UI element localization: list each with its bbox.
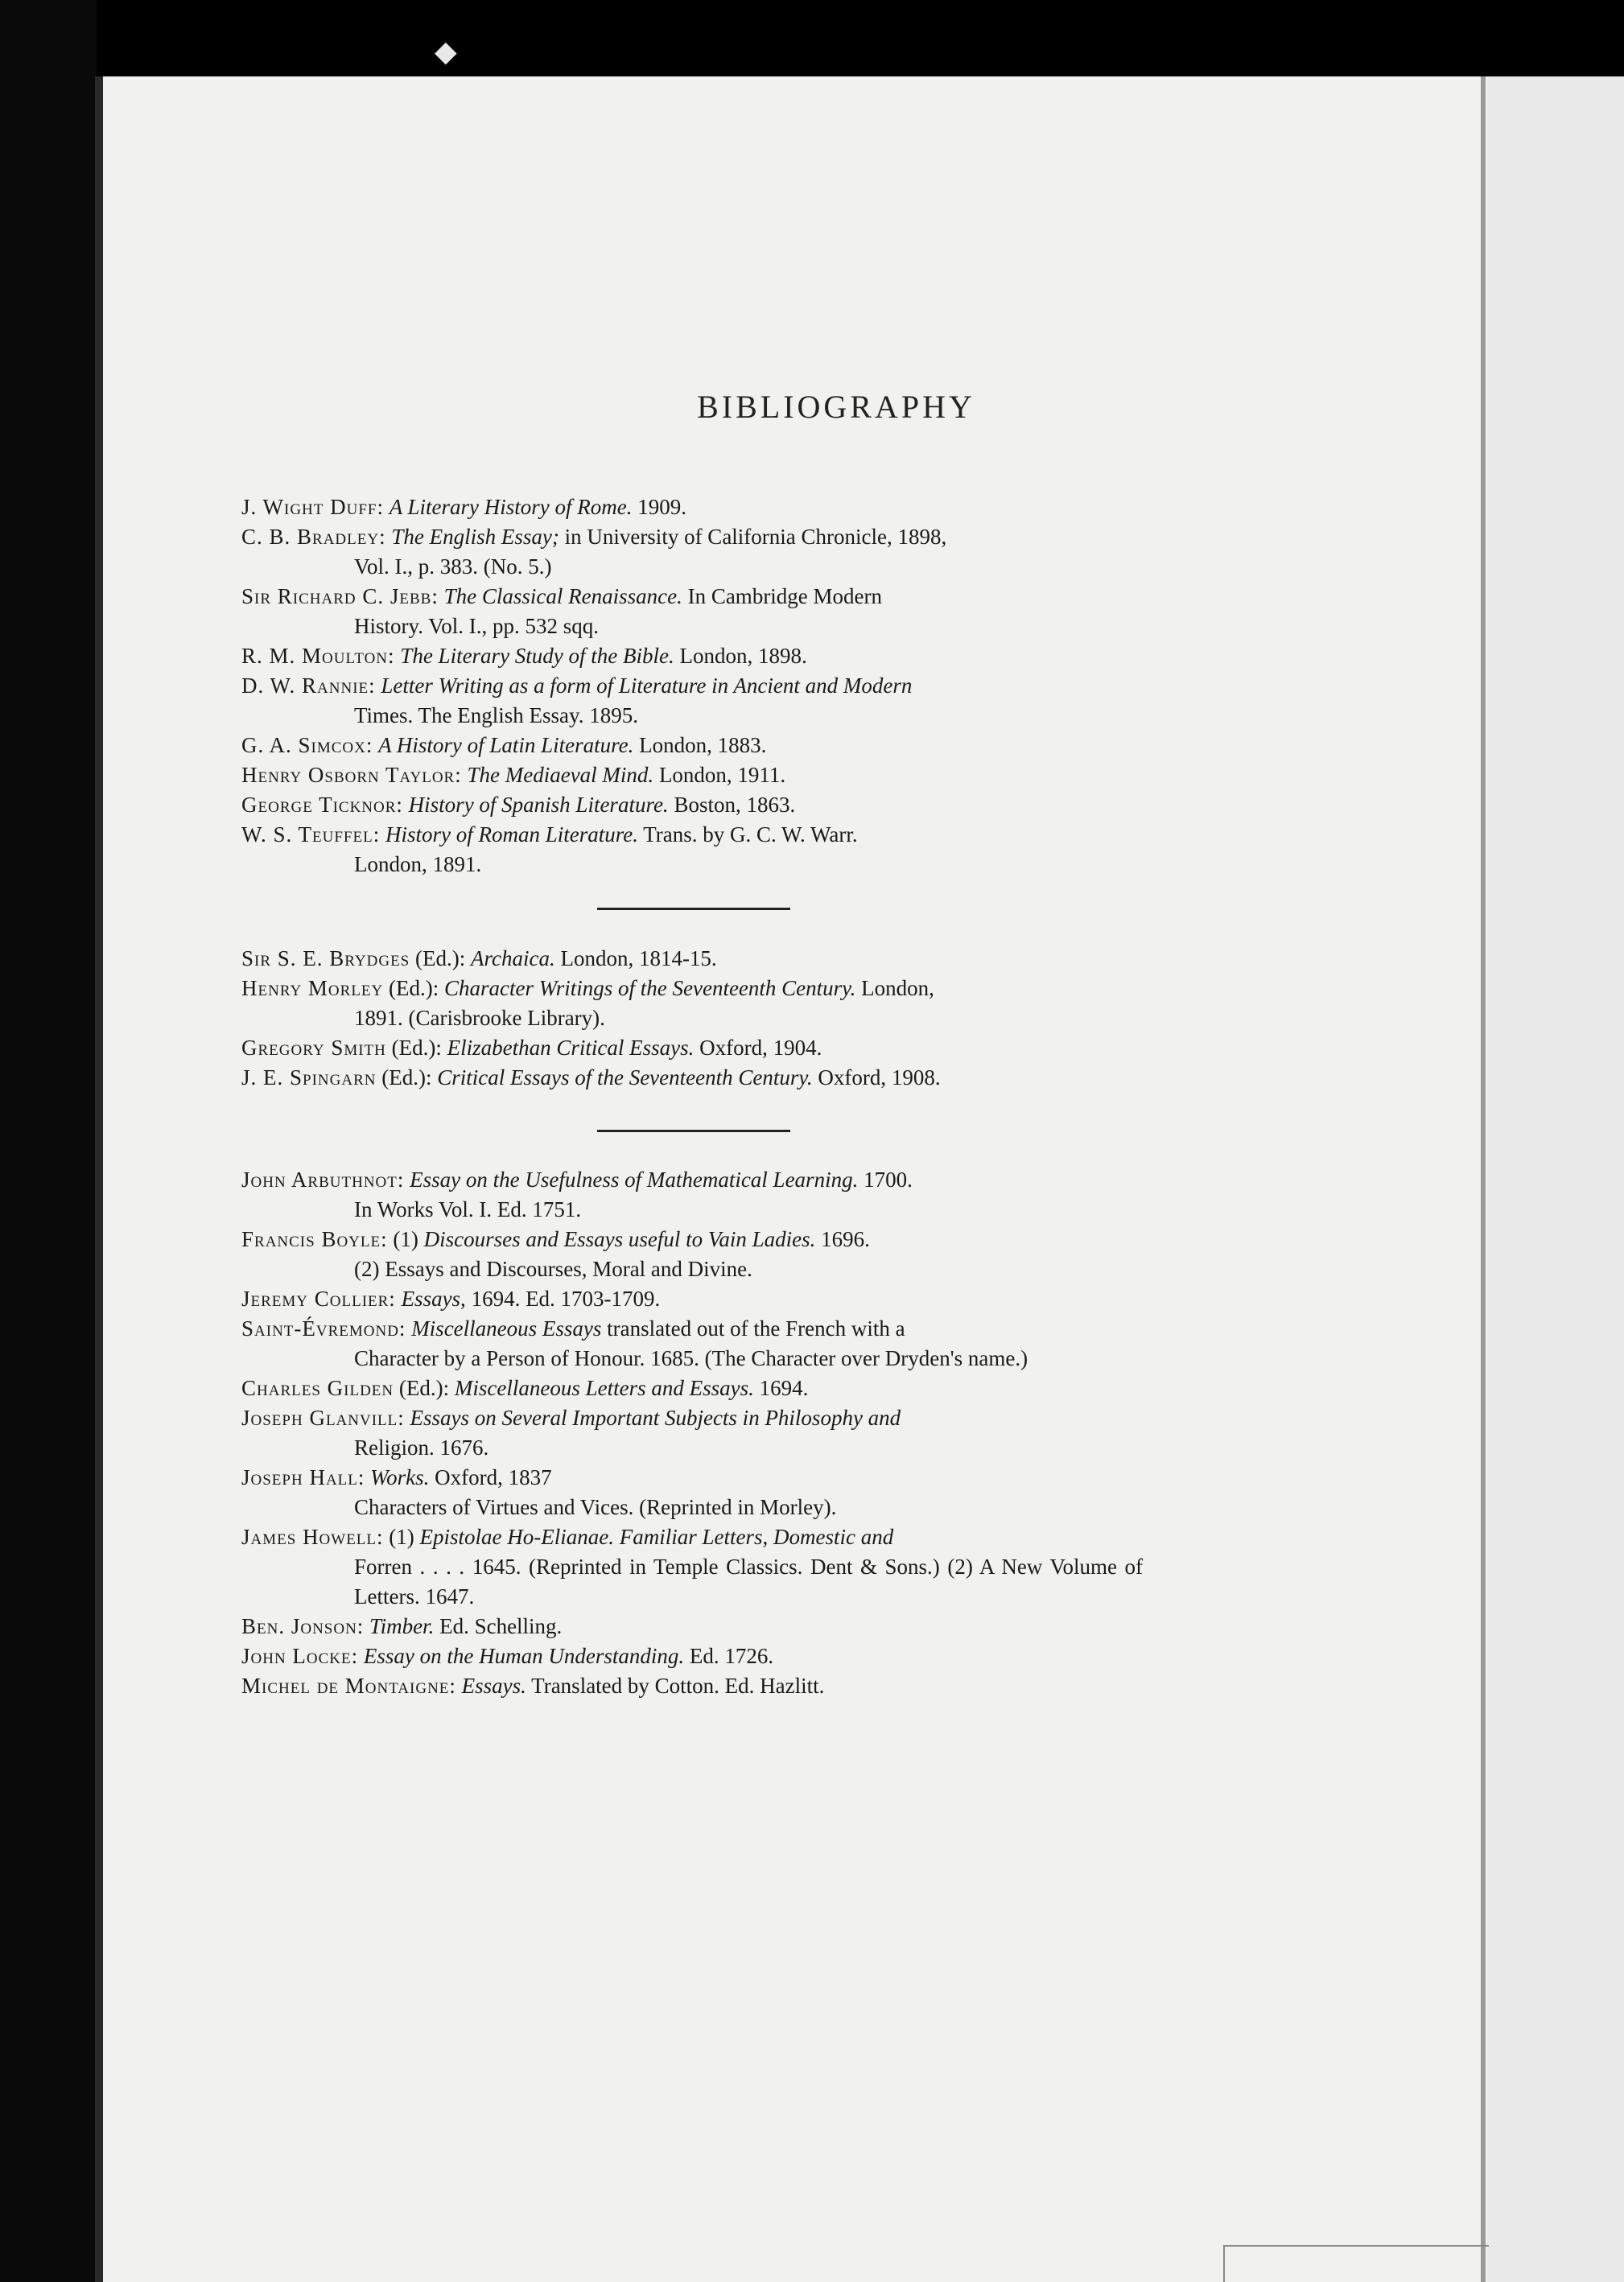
entry-prefix: (Ed.): <box>383 976 444 1000</box>
entry-work-title: The Classical Renaissance. <box>443 584 682 608</box>
entry-work-title: Miscellaneous Letters and Essays. <box>454 1376 754 1400</box>
entry-first-line <box>241 1612 1143 1641</box>
entry-first-line <box>241 1284 1143 1314</box>
entry-work-title: Essays. <box>461 1674 526 1698</box>
entry-prefix <box>403 793 409 817</box>
entry-first-line <box>241 671 1143 701</box>
entry-first-line <box>241 1463 1143 1493</box>
bibliography-entry <box>241 522 1143 582</box>
scan-marker: ◆ <box>435 35 457 68</box>
bibliography-entry <box>241 671 1143 731</box>
entry-author: James Howell: <box>241 1525 384 1549</box>
entry-details: London, 1898. <box>674 644 807 668</box>
page-corner-line-vertical <box>1223 2245 1225 2282</box>
entry-first-line <box>241 974 1143 1003</box>
entry-details: 1909. <box>632 495 686 519</box>
entry-author: George Ticknor: <box>241 793 403 817</box>
entry-first-line <box>241 1033 1143 1063</box>
bibliography-entry <box>241 1033 1143 1063</box>
bibliography-entry <box>241 1314 1143 1374</box>
entry-details: Boston, 1863. <box>668 793 796 817</box>
entry-work-title: Elizabethan Critical Essays. <box>447 1036 695 1060</box>
bibliography-entry <box>241 1403 1143 1463</box>
entry-author: John Locke: <box>241 1644 359 1668</box>
entry-continuation: 1891. (Carisbrooke Library). <box>354 1006 605 1030</box>
entry-prefix: (Ed.): <box>376 1065 438 1090</box>
entry-first-line <box>241 522 1143 552</box>
entry-prefix <box>456 1674 462 1698</box>
entry-work-title: A Literary History of Rome. <box>389 495 633 519</box>
entry-author: Jeremy Collier: <box>241 1287 396 1311</box>
bibliography-entry <box>241 731 1143 760</box>
entry-continuation: Times. The English Essay. 1895. <box>354 703 639 727</box>
bibliography-entry <box>241 641 1143 671</box>
entry-author: D. W. Rannie: <box>241 673 376 698</box>
entry-first-line <box>241 944 1143 974</box>
entry-author: W. S. Teuffel: <box>241 822 381 846</box>
entry-first-line <box>241 1314 1143 1344</box>
entry-details: In Cambridge Modern <box>682 584 883 608</box>
entry-first-line <box>241 492 1143 522</box>
entry-author: Henry Morley <box>241 976 384 1000</box>
entry-details: Oxford, 1837 <box>429 1465 552 1489</box>
entry-details: 1694. <box>753 1376 809 1400</box>
bibliography-entry <box>241 1225 1143 1284</box>
entry-prefix: (Ed.): <box>385 1036 447 1060</box>
entry-work-title: History of Spanish Literature. <box>408 793 669 817</box>
entry-prefix <box>405 1406 410 1430</box>
bibliography-entry <box>241 974 1143 1033</box>
entry-work-title: Character Writings of the Seventeenth Century. <box>444 976 856 1000</box>
entry-first-line <box>241 641 1143 671</box>
entry-details: London, <box>855 976 934 1000</box>
entry-details: 1694. Ed. 1703-1709. <box>465 1287 661 1311</box>
bibliography-entry <box>241 582 1143 641</box>
entry-prefix: (Ed.): <box>410 946 471 970</box>
entry-details: London, 1814-15. <box>554 946 717 970</box>
entry-first-line <box>241 1671 1143 1701</box>
entry-author: J. Wight Duff: <box>241 495 384 519</box>
bibliography-entry <box>241 944 1143 974</box>
entry-work-title: The English Essay; <box>391 525 559 549</box>
entry-prefix: (1) <box>387 1227 424 1251</box>
entry-details: Ed. Schelling. <box>434 1614 563 1638</box>
entry-first-line <box>241 1641 1143 1671</box>
entry-work-title: Archaica. <box>470 946 555 970</box>
entry-details: translated out of the French with a <box>601 1316 905 1341</box>
bibliography-section-editions <box>241 944 1143 1093</box>
bibliography-entry <box>241 1463 1143 1522</box>
bibliography-entry <box>241 1374 1143 1403</box>
section-divider <box>597 908 790 910</box>
entry-details: in University of California Chronicle, 1898, <box>559 525 947 549</box>
scan-background-left <box>0 0 97 2282</box>
entry-continuation: In Works Vol. I. Ed. 1751. <box>354 1197 582 1221</box>
entry-work-title: Discourses and Essays useful to Vain Ladies. <box>423 1227 816 1251</box>
entry-author: R. M. Moulton: <box>241 644 395 668</box>
entry-work-title: Works. <box>370 1465 430 1489</box>
bibliography-entry <box>241 1284 1143 1314</box>
entry-first-line <box>241 1225 1143 1254</box>
bibliography-entry <box>241 1641 1143 1671</box>
entry-prefix <box>396 1287 402 1311</box>
entry-continuation: Vol. I., p. 383. (No. 5.) <box>354 554 552 579</box>
entry-continuation: Characters of Virtues and Vices. (Reprinted in Morley). <box>354 1495 837 1519</box>
entry-prefix: (1) <box>383 1525 420 1549</box>
entry-work-title: Timber. <box>369 1614 435 1638</box>
entry-details: London, 1883. <box>633 733 767 757</box>
bibliography-entry <box>241 1165 1143 1225</box>
entry-prefix <box>384 495 390 519</box>
entry-author: Sir Richard C. Jebb: <box>241 584 439 608</box>
entry-first-line <box>241 1374 1143 1403</box>
page-title: BIBLIOGRAPHY <box>697 389 975 425</box>
entry-author: Francis Boyle: <box>241 1227 388 1251</box>
entry-author: John Arbuthnot: <box>241 1168 405 1192</box>
page-corner-line <box>1223 2245 1489 2247</box>
entry-work-title: The Literary Study of the Bible. <box>400 644 674 668</box>
entry-details: 1700. <box>858 1168 913 1192</box>
bibliography-entry <box>241 1612 1143 1641</box>
entry-continuation: Religion. 1676. <box>354 1436 489 1460</box>
entry-work-title: Miscellaneous Essays <box>411 1316 602 1341</box>
entry-author: Saint-Évremond: <box>241 1316 406 1341</box>
bibliography-entry <box>241 820 1143 879</box>
entry-author: Michel de Montaigne: <box>241 1674 456 1698</box>
entry-first-line <box>241 790 1143 820</box>
entry-author: Charles Gilden <box>241 1376 394 1400</box>
entry-work-title: Essay on the Usefulness of Mathematical Learning. <box>410 1168 859 1192</box>
entry-first-line <box>241 760 1143 790</box>
entry-work-title: History of Roman Literature. <box>385 822 638 846</box>
entry-first-line <box>241 582 1143 612</box>
entry-work-title: Letter Writing as a form of Literature in Ancient and Modern <box>381 673 913 698</box>
entry-work-title: Essay on the Human Understanding. <box>363 1644 685 1668</box>
entry-author: C. B. Bradley: <box>241 525 386 549</box>
entry-prefix <box>439 584 444 608</box>
bibliography-entry <box>241 760 1143 790</box>
bibliography-entry <box>241 1522 1143 1612</box>
entry-author: Joseph Hall: <box>241 1465 365 1489</box>
entry-work-title: The Mediaeval Mind. <box>467 763 654 787</box>
entry-author: Gregory Smith <box>241 1036 386 1060</box>
bibliography-section-essays <box>241 1165 1143 1701</box>
entry-first-line <box>241 820 1143 850</box>
entry-first-line <box>241 1063 1143 1093</box>
entry-continuation: History. Vol. I., pp. 532 sqq. <box>354 614 600 638</box>
entry-prefix: (Ed.): <box>394 1376 455 1400</box>
bibliography-entry <box>241 790 1143 820</box>
entry-details: 1696. <box>815 1227 870 1251</box>
entry-author: J. E. Spingarn <box>241 1065 377 1090</box>
section-divider <box>597 1130 790 1132</box>
entry-work-title: Essays on Several Important Subjects in Philosophy and <box>410 1406 901 1430</box>
entry-first-line <box>241 1165 1143 1195</box>
entry-details: Ed. 1726. <box>684 1644 774 1668</box>
entry-continuation: London, 1891. <box>354 852 482 876</box>
entry-first-line <box>241 731 1143 760</box>
entry-author: Joseph Glanvill: <box>241 1406 405 1430</box>
bibliography-entry <box>241 492 1143 522</box>
entry-continuation: Forren . . . . 1645. (Reprinted in Temple Classics. Dent & Sons.) (2) A New Volume of Letters. 1647. <box>354 1555 1143 1609</box>
entry-author: Henry Osborn Taylor: <box>241 763 462 787</box>
bibliography-section-general <box>241 492 1143 879</box>
bibliography-entry <box>241 1063 1143 1093</box>
entry-details: Oxford, 1904. <box>694 1036 822 1060</box>
entry-details: Oxford, 1908. <box>812 1065 941 1090</box>
entry-work-title: A History of Latin Literature. <box>378 733 634 757</box>
entry-author: Ben. Jonson: <box>241 1614 365 1638</box>
entry-details: Trans. by G. C. W. Warr. <box>637 822 858 846</box>
entry-author: G. A. Simcox: <box>241 733 373 757</box>
entry-details: Translated by Cotton. Ed. Hazlitt. <box>526 1674 825 1698</box>
entry-first-line <box>241 1403 1143 1433</box>
entry-prefix <box>358 1644 364 1668</box>
entry-prefix <box>380 822 385 846</box>
entry-continuation: Character by a Person of Honour. 1685. (The Character over Dryden's name.) <box>354 1346 1028 1370</box>
entry-work-title: Essays, <box>401 1287 466 1311</box>
bibliography-entry <box>241 1671 1143 1701</box>
entry-author: Sir S. E. Brydges <box>241 946 410 970</box>
entry-continuation: (2) Essays and Discourses, Moral and Divine. <box>354 1257 752 1281</box>
entry-first-line <box>241 1522 1143 1552</box>
entry-details: London, 1911. <box>653 763 786 787</box>
entry-work-title: Epistolae Ho-Elianae. Familiar Letters, Domestic and <box>419 1525 894 1549</box>
entry-work-title: Critical Essays of the Seventeenth Century. <box>437 1065 813 1090</box>
